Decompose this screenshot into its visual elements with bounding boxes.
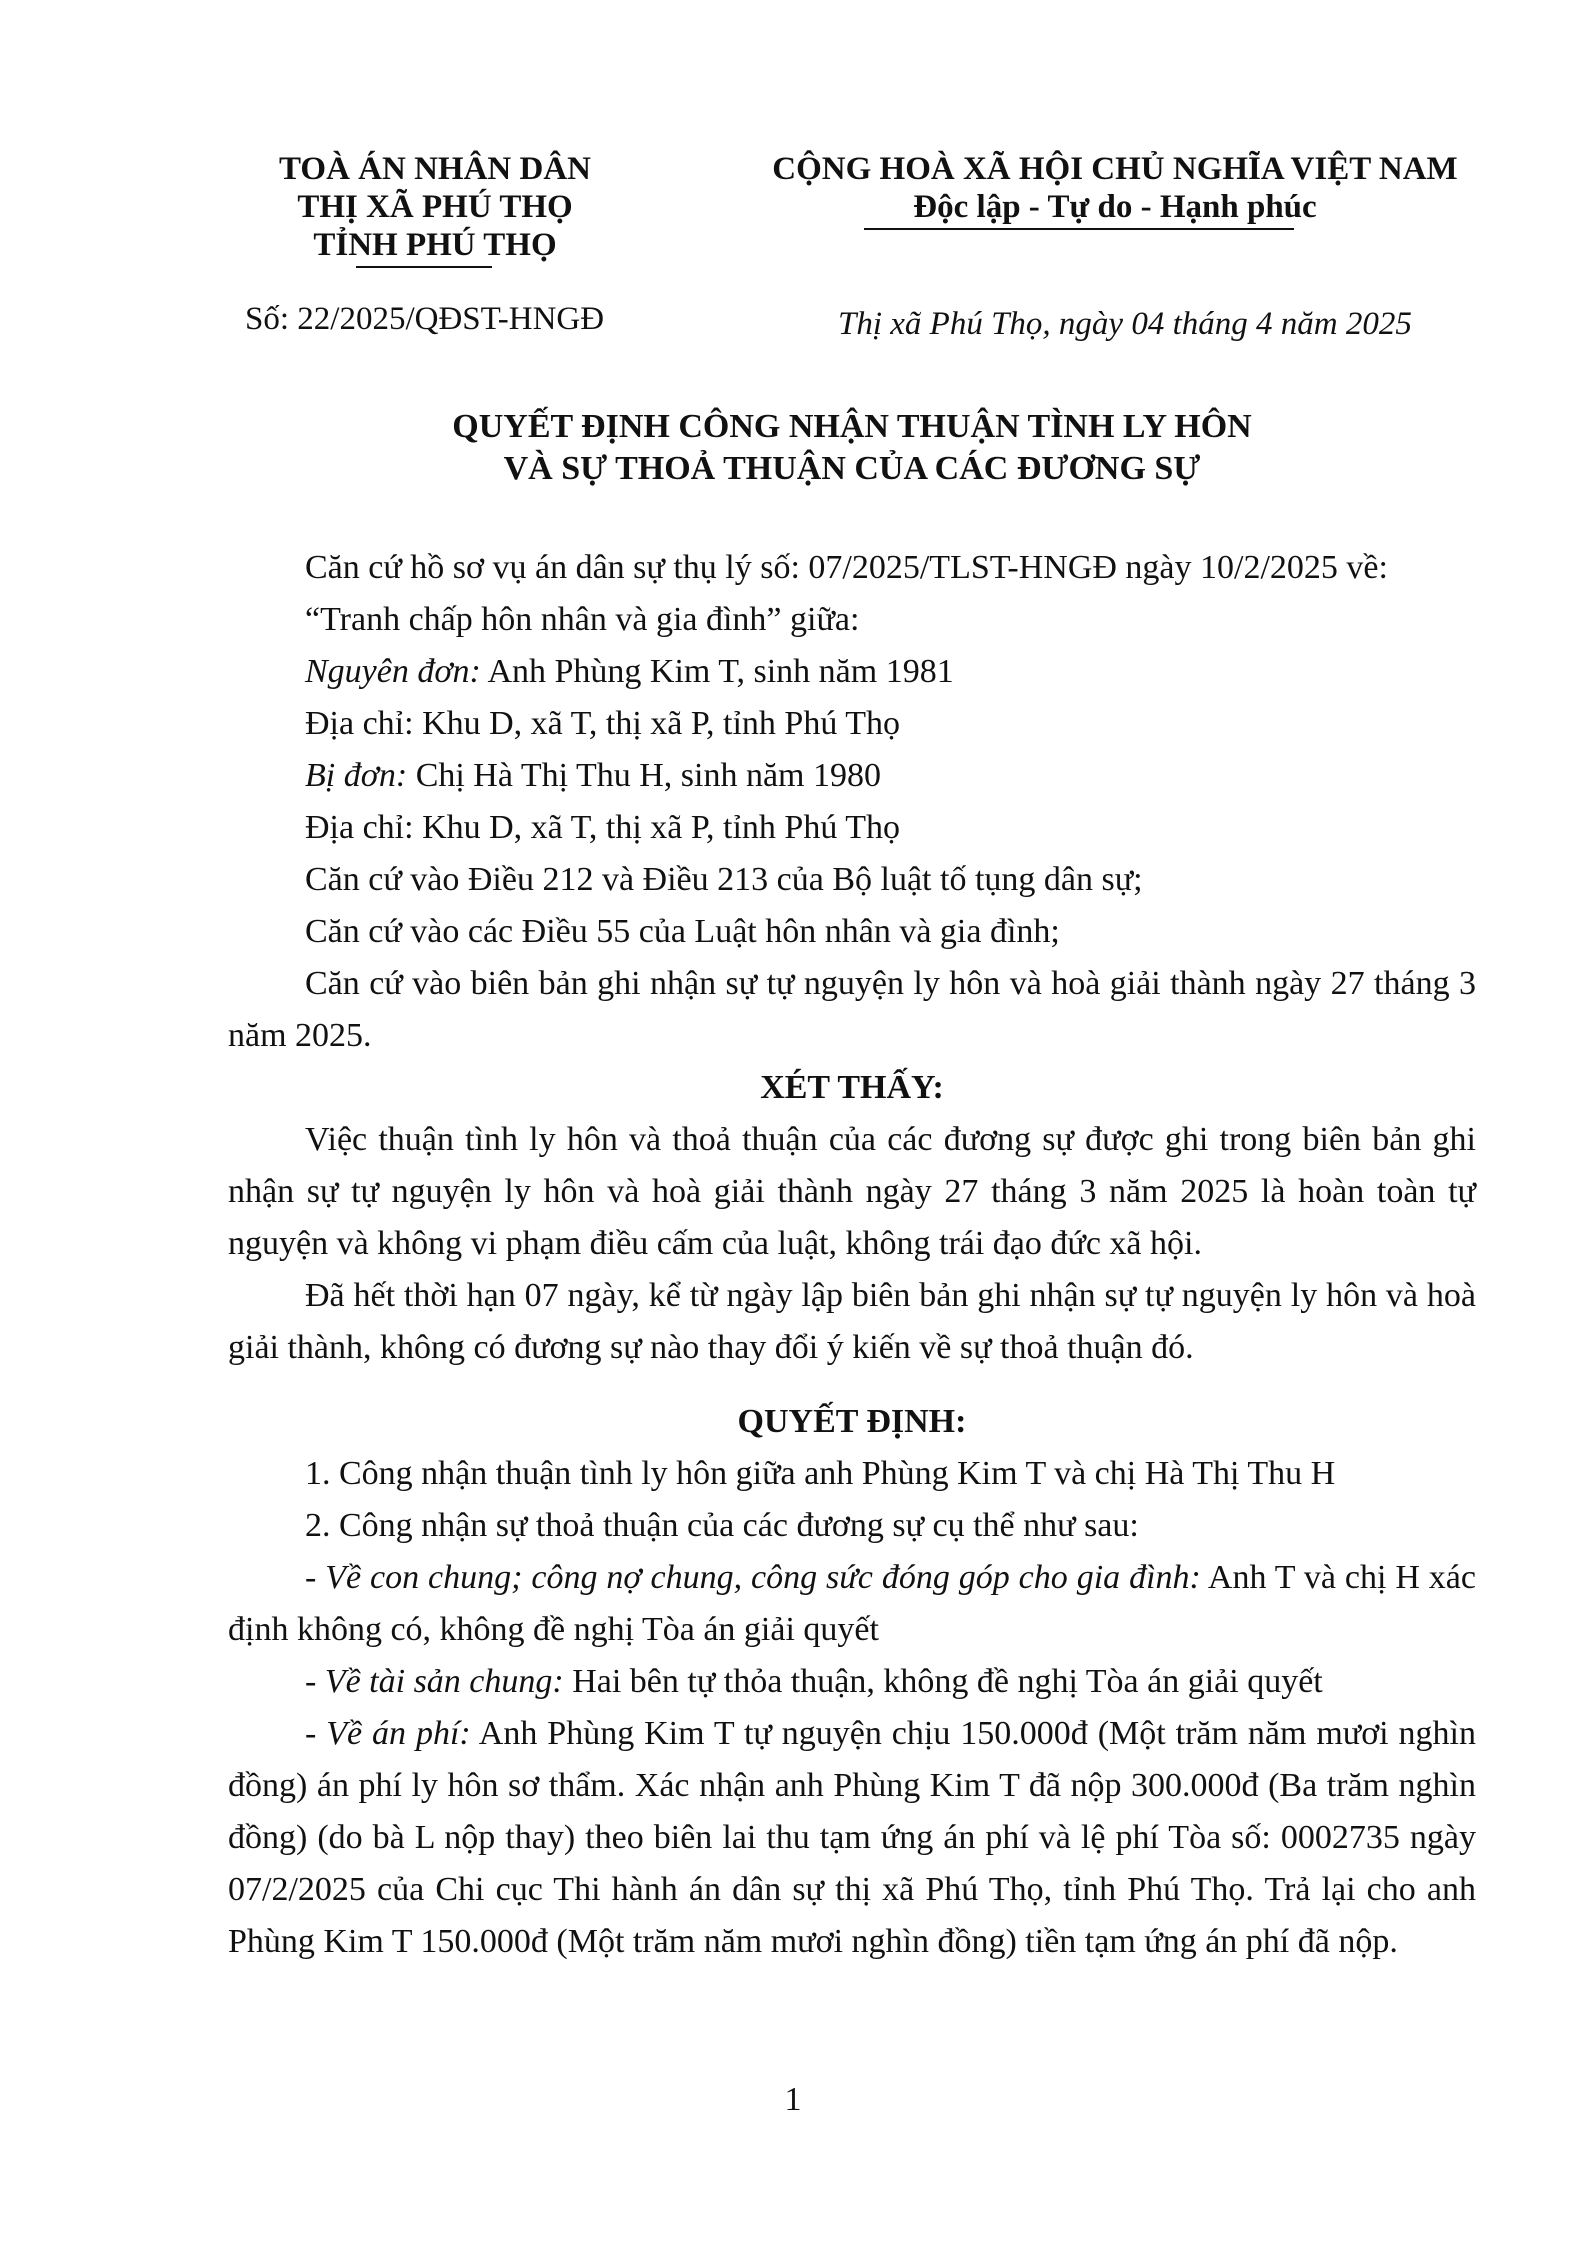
findings-paragraph-1: Việc thuận tình ly hôn và thoả thuận của các đương sự được ghi trong biên bản ghi nhận sự tự nguyện ly hôn và hoà giải thành ngày 27 tháng 3 năm 2025 là hoàn toàn tự nguyện và không vi phạm điều cấm của luật, không trái đạo đức xã hội. [228,1121,1476,1262]
legal-basis-3: Căn cứ vào biên bản ghi nhận sự tự nguyện ly hôn và hoà giải thành ngày 27 tháng 3 năm 2025. [228,965,1476,1054]
motto-underline [864,228,1294,230]
motto: Độc lập - Tự do - Hạnh phúc [913,189,1317,225]
court-underline [356,266,492,268]
decision-court-fee [228,1708,1476,1968]
defendant [228,750,1476,802]
children-value: Anh T và chị H xác định không có, không đề nghị Tòa án giải quyết [228,1559,1476,1648]
title-line-2: VÀ SỰ THOẢ THUẬN CỦA CÁC ĐƯƠNG SỰ [503,450,1201,487]
children-label: - Về con chung; công nợ chung, công sức đóng góp cho gia đình: [305,1559,1201,1596]
decision-item-1: 1. Công nhận thuận tình ly hôn giữa anh Phùng Kim T và chị Hà Thị Thu H [305,1455,1336,1492]
fee-value: Anh Phùng Kim T tự nguyện chịu 150.000đ (Một trăm năm mươi nghìn đồng) án phí ly hôn sơ thẩm. Xác nhận anh Phùng Kim T đã nộp 300.000đ (Ba trăm nghìn đồng) (do bà L nộp thay) theo biên lai thu tạm ứng án phí và lệ phí Tòa số: 0002735 ngày 07/2/2025 của Chi cục Thi hành án dân sự thị xã Phú Thọ, tỉnh Phú Thọ. Trả lại cho anh Phùng Kim T 150.000đ (Một trăm năm mươi nghìn đồng) tiền tạm ứng án phí đã nộp. [228,1715,1476,1960]
decision-children [228,1552,1476,1656]
defendant-label: Bị đơn: [305,757,408,794]
intro-case-file: Căn cứ hồ sơ vụ án dân sự thụ lý số: 07/2025/TLST-HNGĐ ngày 10/2/2025 về: [305,549,1388,586]
decision-property [228,1656,1476,1708]
defendant-value: Chị Hà Thị Thu H, sinh năm 1980 [407,757,881,794]
court-line-1: TOÀ ÁN NHÂN DÂN [279,151,591,187]
document-title [228,406,1476,490]
plaintiff-address: Địa chỉ: Khu D, xã T, thị xã P, tỉnh Phú Thọ [305,705,900,742]
plaintiff-value: Anh Phùng Kim T, sinh năm 1981 [480,653,954,690]
defendant-address: Địa chỉ: Khu D, xã T, thị xã P, tỉnh Phú Thọ [305,809,900,846]
section-gap [228,1374,1476,1396]
page-number: 1 [784,2081,802,2118]
national-motto [735,150,1495,226]
country-name: CỘNG HOÀ XÃ HỘI CHỦ NGHĨA VIỆT NAM [772,151,1458,187]
property-label: - Về tài sản chung: [305,1663,564,1700]
decision-item-2: 2. Công nhận sự thoả thuận của các đương sự cụ thể như sau: [305,1507,1139,1544]
plaintiff-label: Nguyên đơn: [305,653,481,690]
court-name [225,150,645,264]
issue-date: Thị xã Phú Thọ, ngày 04 tháng 4 năm 2025 [838,306,1412,342]
decision-number: Số: 22/2025/QĐST-HNGĐ [245,301,605,337]
property-value: Hai bên tự thỏa thuận, không đề nghị Tòa án giải quyết [563,1663,1323,1700]
findings-paragraph-2: Đã hết thời hạn 07 ngày, kể từ ngày lập biên bản ghi nhận sự tự nguyện ly hôn và hoà giải thành, không có đương sự nào thay đổi ý kiến về sự thoả thuận đó. [228,1277,1476,1366]
decision-heading: QUYẾT ĐỊNH: [737,1403,967,1440]
court-line-2: THỊ XÃ PHÚ THỌ [297,189,573,225]
title-line-1: QUYẾT ĐỊNH CÔNG NHẬN THUẬN TÌNH LY HÔN [452,408,1252,445]
court-line-3: TỈNH PHÚ THỌ [313,227,557,263]
intro-dispute: “Tranh chấp hôn nhân và gia đình” giữa: [305,601,860,638]
legal-basis-2: Căn cứ vào các Điều 55 của Luật hôn nhân và gia đình; [305,913,1060,950]
findings-heading: XÉT THẤY: [760,1069,944,1106]
fee-label: - Về án phí: [305,1715,471,1752]
document-body [228,542,1476,1968]
legal-basis-1: Căn cứ vào Điều 212 và Điều 213 của Bộ luật tố tụng dân sự; [305,861,1143,898]
plaintiff [228,646,1476,698]
